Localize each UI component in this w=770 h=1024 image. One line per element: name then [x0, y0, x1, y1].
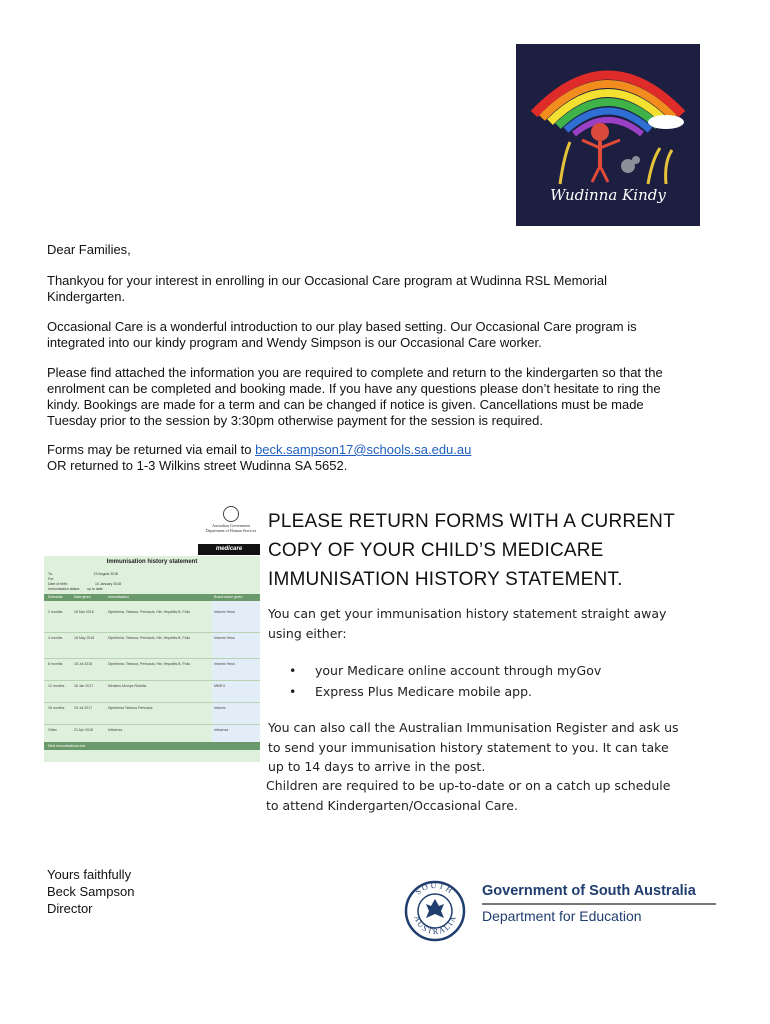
call-line: up to 14 days to arrive in the post.: [268, 759, 486, 774]
greeting: Dear Families,: [47, 242, 131, 257]
table-row: 4 months 18 May 2018 Diphtheria, Tetanus, Pertussis, Hib, Hepatitis B, Polio Infanrix Hexa: [48, 636, 235, 640]
immunisation-statement-image: [44, 506, 260, 762]
table-row: 6 months 18 Jul 2018 Diphtheria, Tetanus, Pertussis, Hib, Hepatitis B, Polio Infanrix Hexa: [48, 662, 235, 666]
seal-bottom-text: AUSTRALIA: [412, 913, 459, 937]
logo-caption: Wudinna Kindy: [550, 186, 666, 204]
intro-line: using either:: [268, 625, 347, 641]
meta-dob: Date of birth: 10 January 2018: [48, 582, 122, 586]
requirement-line: to attend Kindergarten/Occasional Care.: [266, 797, 518, 813]
paragraph-line: Thankyou for your interest in enrolling in our Occasional Care program at Wudinna RSL Memorial: [47, 273, 607, 288]
call-register-paragraph: [268, 718, 708, 777]
dept-label: Department of Human Services: [205, 528, 257, 533]
email-link[interactable]: beck.sampson17@schools.sa.edu.au: [255, 442, 472, 457]
row-divider: [44, 724, 260, 725]
table-row: Other 21 Apr 2018 Influenza Influenza: [48, 728, 229, 732]
coat-of-arms-icon: [223, 506, 239, 522]
australian-government-crest: [202, 506, 260, 542]
table-header: Schedule Date given Immunisation Brand name given: [44, 594, 260, 601]
table-row: 2 months 18 Mar 2018 Diphtheria, Tetanus, Pertussis, Hib, Hepatitis B, Polio Infanrix Hexa: [48, 610, 235, 614]
paragraph-instructions: [47, 365, 727, 429]
statement-title: Immunisation history statement: [106, 559, 198, 565]
gov-label: Australian Government: [212, 523, 250, 528]
paragraph-line: Please find attached the information you are required to complete and return to the kindergarten so that the: [47, 365, 663, 380]
seal-top-text: SOUTH: [413, 880, 456, 897]
signer-title: Director: [47, 901, 93, 916]
row-divider: [44, 680, 260, 681]
table-row: 18 months 29 Jul 2017 Diphtheria Tetanus Pertussis Infanrix: [48, 706, 226, 710]
paragraph-line: Occasional Care is a wonderful introduction to our play based setting. Our Occasional Care program is: [47, 319, 637, 334]
meta-for: For:: [48, 577, 55, 581]
meta-to: To: 23 August 2018: [48, 572, 118, 576]
gov-sa-title: Government of South Australia: [482, 883, 696, 899]
signer-name: Beck Sampson: [47, 884, 135, 899]
department-title: Department for Education: [482, 908, 642, 924]
call-line: to send your immunisation history statement to you. It can take: [268, 739, 669, 755]
list-item: • your Medicare online account through myGov: [289, 660, 709, 681]
forms-prefix: Forms may be returned via email to: [47, 442, 256, 457]
paragraph-occasional-care: [47, 319, 727, 351]
paragraph-line: integrated into our kindy program and Wendy Simpson is our Occasional Care worker.: [47, 335, 542, 350]
heading-line: IMMUNISATION HISTORY STATEMENT.: [268, 569, 623, 590]
row-divider: [44, 702, 260, 703]
forms-line: [47, 442, 727, 458]
paragraph-line: kindy. Bookings are made for a term and can be changed if notice is given. Cancellations must be made: [47, 397, 644, 412]
paragraph-line: Kindergarten.: [47, 289, 126, 304]
logo-divider: [482, 903, 716, 905]
intro-line: You can get your immunisation history statement straight away: [268, 606, 667, 621]
paragraph-line: Tuesday prior to the session by 3:30pm otherwise payment for the session is required.: [47, 413, 543, 428]
sa-state-seal-icon: [404, 880, 466, 942]
heading-line: COPY OF YOUR CHILD’S MEDICARE: [268, 540, 604, 561]
return-forms-heading: [268, 507, 688, 594]
signature-block: [47, 866, 134, 917]
row-divider: [44, 658, 260, 659]
options-list: [289, 660, 709, 702]
paragraph-return-forms: [47, 442, 727, 474]
table-row: 12 months 18 Jan 2017 Measles Mumps Rubella MMR II: [48, 684, 226, 688]
list-item: • Express Plus Medicare mobile app.: [289, 681, 709, 702]
call-line: You can also call the Australian Immunisation Register and ask us: [268, 720, 679, 735]
closing: Yours faithfully: [47, 867, 132, 882]
brand-column-background: [212, 594, 260, 742]
sa-government-logo: [404, 880, 724, 942]
requirement-paragraph: [266, 776, 706, 815]
paragraph-intro: [47, 273, 727, 305]
requirement-line: Children are required to be up-to-date or on a catch up schedule: [266, 778, 671, 793]
medicare-banner: medicare: [198, 544, 260, 555]
paragraph-line: enrolment can be completed and booking made. If you have any questions please don’t hesitate to ring the: [47, 381, 661, 396]
kindy-logo: [516, 44, 700, 226]
row-divider: [44, 632, 260, 633]
svg-text:AUSTRALIA: [412, 914, 458, 936]
meta-status: Immunisation status: up to date: [48, 587, 103, 591]
address-line: OR returned to 1-3 Wilkins street Wudinna SA 5652.: [47, 458, 348, 473]
statement-intro: [268, 604, 708, 643]
heading-line: PLEASE RETURN FORMS WITH A CURRENT: [268, 511, 675, 532]
statement-sheet: [44, 556, 260, 762]
table-footer: Next immunisations due: [44, 742, 260, 750]
